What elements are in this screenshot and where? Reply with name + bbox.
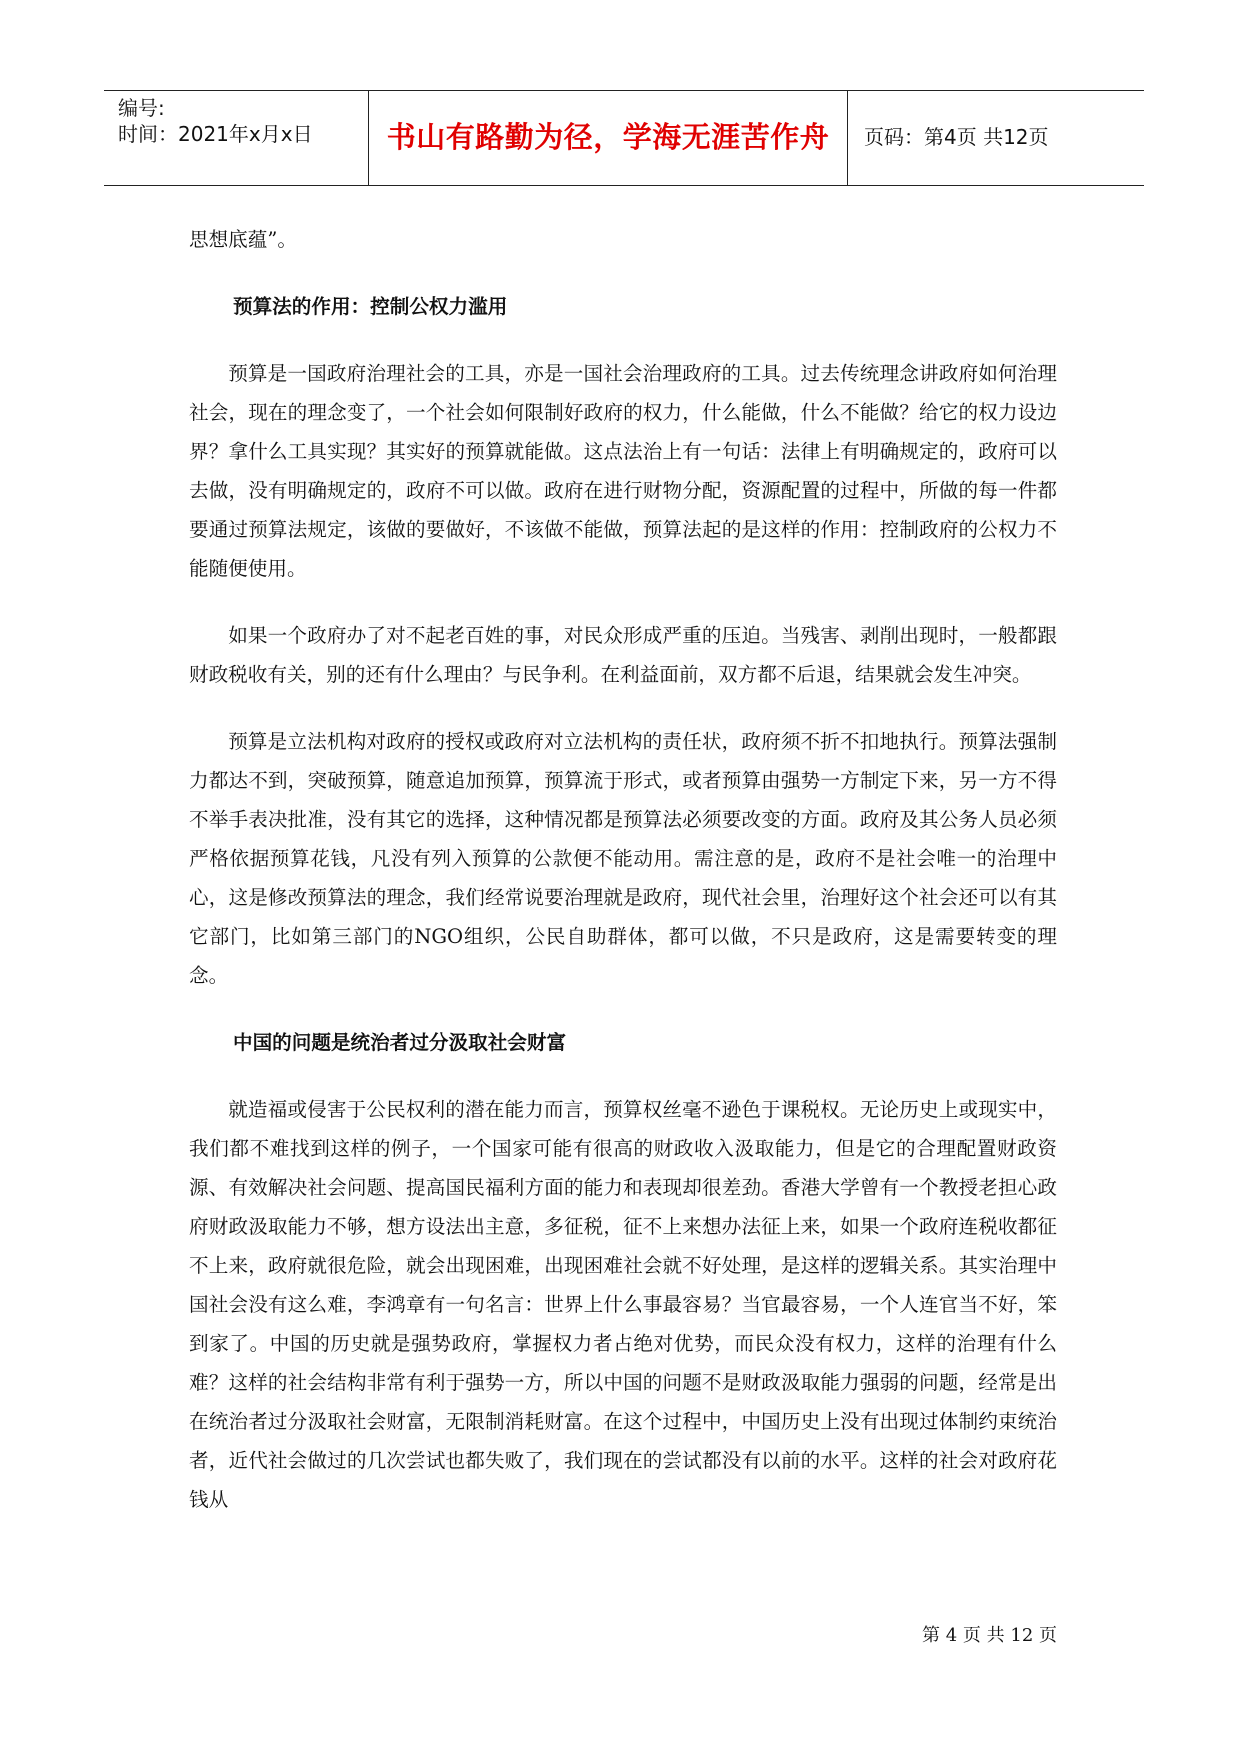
time-label: 时间：2021年x月x日 — [118, 122, 313, 146]
header-motto-cell — [369, 91, 848, 185]
header-page-cell — [848, 91, 1144, 185]
paragraph: 就造福或侵害于公民权利的潜在能力而言，预算权丝毫不逊色于课税权。无论历史上或现实中，我们都不难找到这样的例子，一个国家可能有很高的财政收入汲取能力，但是它的合理配置财政资源、有效解决社会问题、提高国民福利方面的能力和表现却很差劲。香港大学曾有一个教授老担心政府财政汲取能力不够，想方设法出主意，多征税，征不上来想办法征上来，如果一个政府连税收都征不上来，政府就很危险，就会出现困难，出现困难社会就不好处理，是这样的逻辑关系。其实治理中国社会没有这么难，李鸿章有一句名言：世界上什么事最容易？当官最容易，一个人连官当不好，笨到家了。中国的历史就是强势政府，掌握权力者占绝对优势，而民众没有权力，这样的治理有什么难？这样的社会结构非常有利于强势一方，所以中国的问题不是财政汲取能力强弱的问题，经常是出在统治者过分汲取社会财富，无限制消耗财富。在这个过程中，中国历史上没有出现过体制约束统治者，近代社会做过的几次尝试也都失败了，我们现在的尝试都没有以前的水平。这样的社会对政府花钱从 — [189, 1098, 1057, 1511]
paragraph: 预算是一国政府治理社会的工具，亦是一国社会治理政府的工具。过去传统理念讲政府如何治理社会，现在的理念变了，一个社会如何限制好政府的权力，什么能做，什么不能做？给它的权力设边界？拿什么工具实现？其实好的预算就能做。这点法治上有一句话：法律上有明确规定的，政府可以去做，没有明确规定的，政府不可以做。政府在进行财物分配，资源配置的过程中，所做的每一件都要通过预算法规定，该做的要做好，不该做不能做，预算法起的是这样的作用：控制政府的公权力不能随便使用。 — [189, 362, 1057, 580]
section-heading-china-problem: 中国的问题是统治者过分汲取社会财富 — [233, 1031, 567, 1054]
serial-number-label: 编号: — [118, 96, 165, 120]
header-meta-cell — [104, 91, 369, 185]
document-header — [104, 90, 1144, 186]
page-footer: 第 4 页 共 12 页 — [922, 1625, 1057, 1646]
page-info-label: 页码：第4页 共12页 — [864, 125, 1049, 149]
motto-text: 书山有路勤为径，学海无涯苦作舟 — [386, 120, 830, 154]
section-heading-budget-law-role: 预算法的作用：控制公权力滥用 — [233, 295, 508, 318]
paragraph-continuation: 思想底蕴”。 — [189, 228, 297, 251]
paragraph: 预算是立法机构对政府的授权或政府对立法机构的责任状，政府须不折不扣地执行。预算法强制力都达不到，突破预算，随意追加预算，预算流于形式，或者预算由强势一方制定下来，另一方不得不举手表决批准，没有其它的选择，这种情况都是预算法必须要改变的方面。政府及其公务人员必须严格依据预算花钱，凡没有列入预算的公款便不能动用。需注意的是，政府不是社会唯一的治理中心，这是修改预算法的理念，我们经常说要治理就是政府，现代社会里，治理好这个社会还可以有其它部门，比如第三部门的NGO组织，公民自助群体，都可以做，不只是政府，这是需要转变的理念。 — [189, 730, 1057, 987]
document-body — [189, 220, 1057, 1519]
paragraph: 如果一个政府办了对不起老百姓的事，对民众形成严重的压迫。当残害、剥削出现时，一般都跟财政税收有关，别的还有什么理由？与民争利。在利益面前，双方都不后退，结果就会发生冲突。 — [189, 624, 1057, 686]
